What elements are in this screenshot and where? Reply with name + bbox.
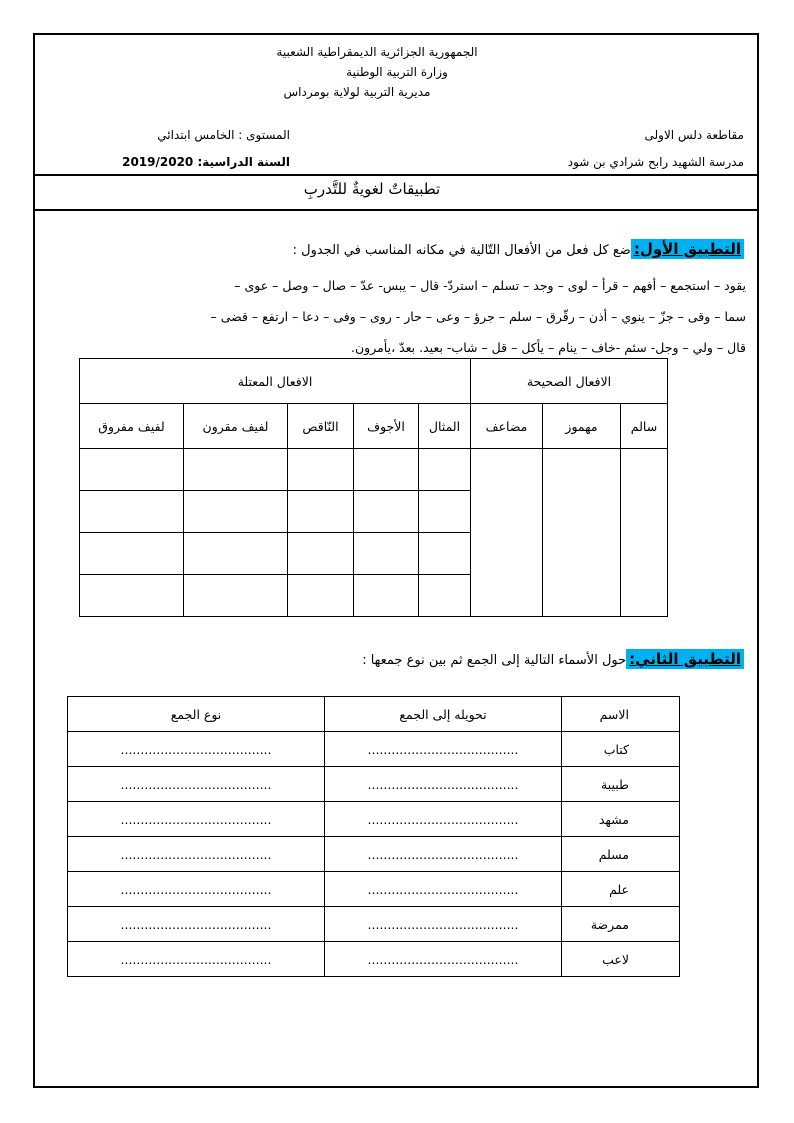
answer-cell[interactable] bbox=[80, 449, 184, 491]
school-name: مدرسة الشهيد رابح شرادي بن شود bbox=[567, 155, 744, 169]
header-type: نوع الجمع bbox=[68, 697, 325, 732]
school-info bbox=[494, 122, 744, 176]
answer-cell[interactable] bbox=[184, 491, 288, 533]
column-header: لفيف مقرون bbox=[184, 404, 288, 449]
title-divider bbox=[33, 209, 759, 211]
plural-answer-blank[interactable]: ...................................... bbox=[325, 732, 562, 767]
column-header: الأجوف bbox=[354, 404, 419, 449]
verb-classification-table bbox=[79, 358, 668, 617]
answer-cell[interactable] bbox=[471, 449, 543, 617]
table-row bbox=[68, 732, 680, 767]
page-title: تطبيقاتٌ لغويةٌ للتَّدربِ bbox=[303, 180, 441, 198]
table-row bbox=[68, 872, 680, 907]
answer-cell[interactable] bbox=[80, 491, 184, 533]
answer-cell[interactable] bbox=[288, 491, 354, 533]
exercise2-heading bbox=[44, 650, 744, 668]
noun-cell: مشهد bbox=[562, 802, 680, 837]
plural-type-blank[interactable]: ...................................... bbox=[68, 942, 325, 977]
table-row bbox=[68, 942, 680, 977]
plural-type-blank[interactable]: ...................................... bbox=[68, 767, 325, 802]
plural-type-blank[interactable]: ...................................... bbox=[68, 837, 325, 872]
noun-cell: لاعب bbox=[562, 942, 680, 977]
school-year: السنة الدراسية: 2019/2020 bbox=[122, 155, 290, 169]
exercise2-label: التطبيق الثاني: bbox=[626, 649, 744, 669]
noun-cell: مسلم bbox=[562, 837, 680, 872]
republic-name: الجمهورية الجزائرية الديمقراطية الشعبية bbox=[276, 45, 478, 59]
plural-answer-blank[interactable]: ...................................... bbox=[325, 767, 562, 802]
answer-cell[interactable] bbox=[184, 575, 288, 617]
answer-cell[interactable] bbox=[419, 575, 471, 617]
plural-type-blank[interactable]: ...................................... bbox=[68, 802, 325, 837]
column-header: مضاعف bbox=[471, 404, 543, 449]
answer-cell[interactable] bbox=[419, 533, 471, 575]
plural-answer-blank[interactable]: ...................................... bbox=[325, 837, 562, 872]
verb-line: سما – وقى – جزّ – ينوي – أذن – رقّرق – سلم – جرؤ – وعى – حار - روى – وفى – دعا – ارتفع – قضى – bbox=[210, 309, 746, 324]
header-divider bbox=[33, 174, 759, 176]
exercise1-label: التطبيق الأول: bbox=[631, 239, 744, 259]
column-header: سالم bbox=[621, 404, 668, 449]
plural-answer-blank[interactable]: ...................................... bbox=[325, 872, 562, 907]
level: المستوى : الخامس ابتدائي bbox=[157, 128, 290, 142]
answer-cell[interactable] bbox=[621, 449, 668, 617]
column-header: المثال bbox=[419, 404, 471, 449]
table-row bbox=[68, 767, 680, 802]
verb-list bbox=[46, 270, 746, 363]
answer-cell[interactable] bbox=[288, 449, 354, 491]
exercise2-instruction: حول الأسماء التالية إلى الجمع ثم بين نوع جمعها : bbox=[362, 653, 627, 668]
noun-cell: طبيبة bbox=[562, 767, 680, 802]
verb-line: قال – ولي – وجل- سئم -خاف – ينام – يأكل – قل – شاب- بعيد. بعدّ ،يأمرون. bbox=[351, 340, 746, 355]
group-header-sound: الافعال الصحيحة bbox=[471, 359, 668, 404]
table-row bbox=[68, 907, 680, 942]
class-info bbox=[70, 122, 290, 176]
plural-answer-blank[interactable]: ...................................... bbox=[325, 942, 562, 977]
noun-cell: كتاب bbox=[562, 732, 680, 767]
answer-cell[interactable] bbox=[543, 449, 621, 617]
plural-type-blank[interactable]: ...................................... bbox=[68, 907, 325, 942]
header-plural: تحويله إلى الجمع bbox=[325, 697, 562, 732]
noun-cell: ممرضة bbox=[562, 907, 680, 942]
column-header: مهموز bbox=[543, 404, 621, 449]
noun-cell: علم bbox=[562, 872, 680, 907]
directorate-name: مديرية التربية لولاية بومرداس bbox=[283, 85, 431, 99]
answer-cell[interactable] bbox=[288, 575, 354, 617]
answer-cell[interactable] bbox=[288, 533, 354, 575]
official-header bbox=[0, 42, 794, 102]
answer-cell[interactable] bbox=[184, 449, 288, 491]
plural-answer-blank[interactable]: ...................................... bbox=[325, 907, 562, 942]
answer-cell[interactable] bbox=[184, 533, 288, 575]
answer-cell[interactable] bbox=[80, 533, 184, 575]
column-header: النّاقص bbox=[288, 404, 354, 449]
header-name: الاسم bbox=[562, 697, 680, 732]
district: مقاطعة دلس الاولى bbox=[644, 128, 744, 142]
exercise1-instruction: ضع كل فعل من الأفعال التّالية في مكانه المناسب في الجدول : bbox=[292, 243, 631, 258]
answer-cell[interactable] bbox=[354, 491, 419, 533]
ministry-name: وزارة التربية الوطنية bbox=[346, 65, 448, 79]
exercise1-heading bbox=[44, 236, 744, 264]
answer-cell[interactable] bbox=[354, 533, 419, 575]
plural-answer-blank[interactable]: ...................................... bbox=[325, 802, 562, 837]
answer-cell[interactable] bbox=[354, 575, 419, 617]
verb-line: يقود – استجمع – أفهم – قرأ – لوى – وجد – تسلم – استردّ- قال – يبس- عدّ – صال – وصل – عوى – bbox=[234, 278, 746, 293]
answer-cell[interactable] bbox=[354, 449, 419, 491]
plural-type-blank[interactable]: ...................................... bbox=[68, 732, 325, 767]
table-row bbox=[68, 802, 680, 837]
answer-cell[interactable] bbox=[419, 491, 471, 533]
group-header-weak: الافعال المعتلة bbox=[80, 359, 471, 404]
plural-type-blank[interactable]: ...................................... bbox=[68, 872, 325, 907]
plural-table bbox=[67, 696, 680, 977]
column-header: لفيف مفروق bbox=[80, 404, 184, 449]
table-row bbox=[68, 837, 680, 872]
answer-cell[interactable] bbox=[80, 575, 184, 617]
answer-cell[interactable] bbox=[419, 449, 471, 491]
